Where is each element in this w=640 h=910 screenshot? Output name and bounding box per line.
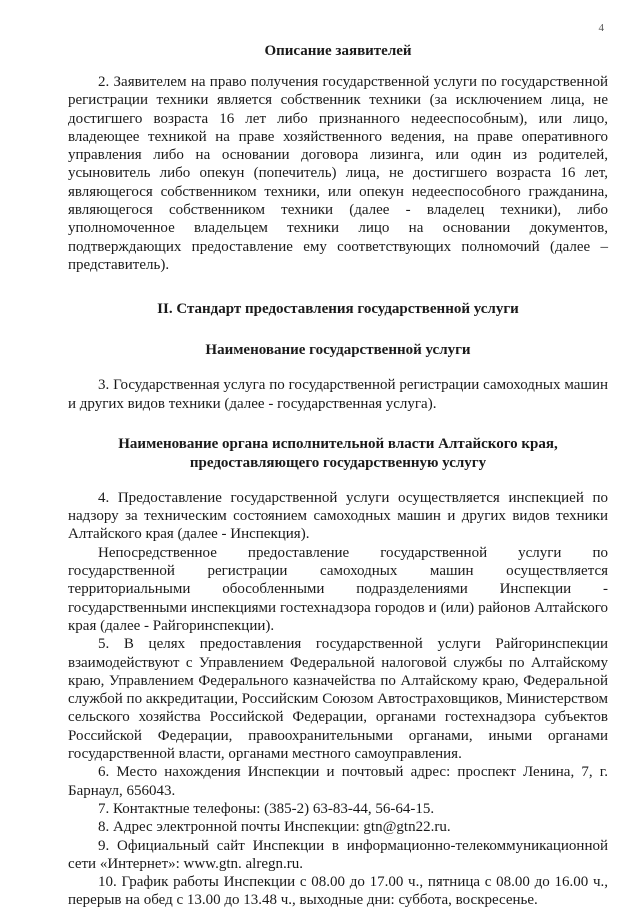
paragraph-5: 5. В целях предоставления государственной услуги Райгоринспекции взаимодействуют с Управлением Федеральной налоговой службы по Алтайскому краю, Управлением Федерального казначейства по Алтайскому краю, Федеральной службой по аккредитации, Российским Союзом Автостраховщиков, Министерством сельского хозяйства Российской Федерации, органами гостехнадзора субъектов Российской Федерации, правоохранительными органами, иными органами государственной власти, органами местного самоуправления. bbox=[68, 636, 608, 763]
paragraph-8: 8. Адрес электронной почты Инспекции: gtn@gtn22.ru. bbox=[98, 819, 451, 836]
heading-authority-line-1: Наименование органа исполнительной власти Алтайского края, bbox=[118, 435, 558, 452]
paragraph-7: 7. Контактные телефоны: (385-2) 63-83-44, 56-64-15. bbox=[98, 800, 435, 817]
paragraph-6: 6. Место нахождения Инспекции и почтовый адрес: проспект Ленина, 7, г. Барнаул, 656043. bbox=[68, 764, 608, 799]
paragraph-4: 4. Предоставление государственной услуги осуществляется инспекцией по надзору за техническим состоянием самоходных машин и других видов техники Алтайского края (далее - Инспекция). bbox=[68, 489, 608, 543]
heading-section-2: II. Стандарт предоставления государственной услуги bbox=[157, 301, 519, 318]
paragraph-10: 10. График работы Инспекции с 08.00 до 17.00 ч., пятница с 08.00 до 16.00 ч., перерыв на обед с 13.00 до 13.48 ч., выходные дни: суббота, воскресенье. bbox=[68, 874, 608, 909]
paragraph-2: 2. Заявителем на право получения государственной услуги по государственной регистрации техники является собственник техники (за исключением лица, не достигшего возраста 16 лет либо признанного недееспособным), или лицо, владеющее техникой на праве хозяйственного ведения, на праве оперативного управления либо на основании договора лизинга, или один из родителей, усыновитель либо опекун (попечитель) лица, не достигшего возраста 16 лет, являющегося собственником техники, или опекун недееспособного гражданина, являющегося собственником техники (далее - владелец техники), либо уполномоченное владельцем техники лицо на основании документов, подтверждающих предоставление ему соответствующих полномочий (далее – представитель). bbox=[68, 74, 608, 273]
heading-authority bbox=[68, 435, 608, 473]
paragraph-3: 3. Государственная услуга по государственной регистрации самоходных машин и других видов техники (далее - государственная услуга). bbox=[68, 377, 608, 412]
page-number: 4 bbox=[598, 22, 604, 34]
heading-authority-line-2: предоставляющего государственную услугу bbox=[189, 454, 487, 471]
heading-applicants: Описание заявителей bbox=[264, 43, 412, 59]
heading-service-name: Наименование государственной услуги bbox=[205, 342, 471, 359]
paragraph-9: 9. Официальный сайт Инспекции в информационно-телекоммуникационной сети «Интернет»: www.gtn. alregn.ru. bbox=[68, 837, 608, 872]
paragraph-4b: Непосредственное предоставление государственной услуги по государственной регистрации самоходных машин осуществляется территориальными обособленными подразделениями Инспекции - государственными инспекциями гостехнадзора городов и (или) районов Алтайского края (далее - Райгоринспекции). bbox=[68, 544, 608, 634]
